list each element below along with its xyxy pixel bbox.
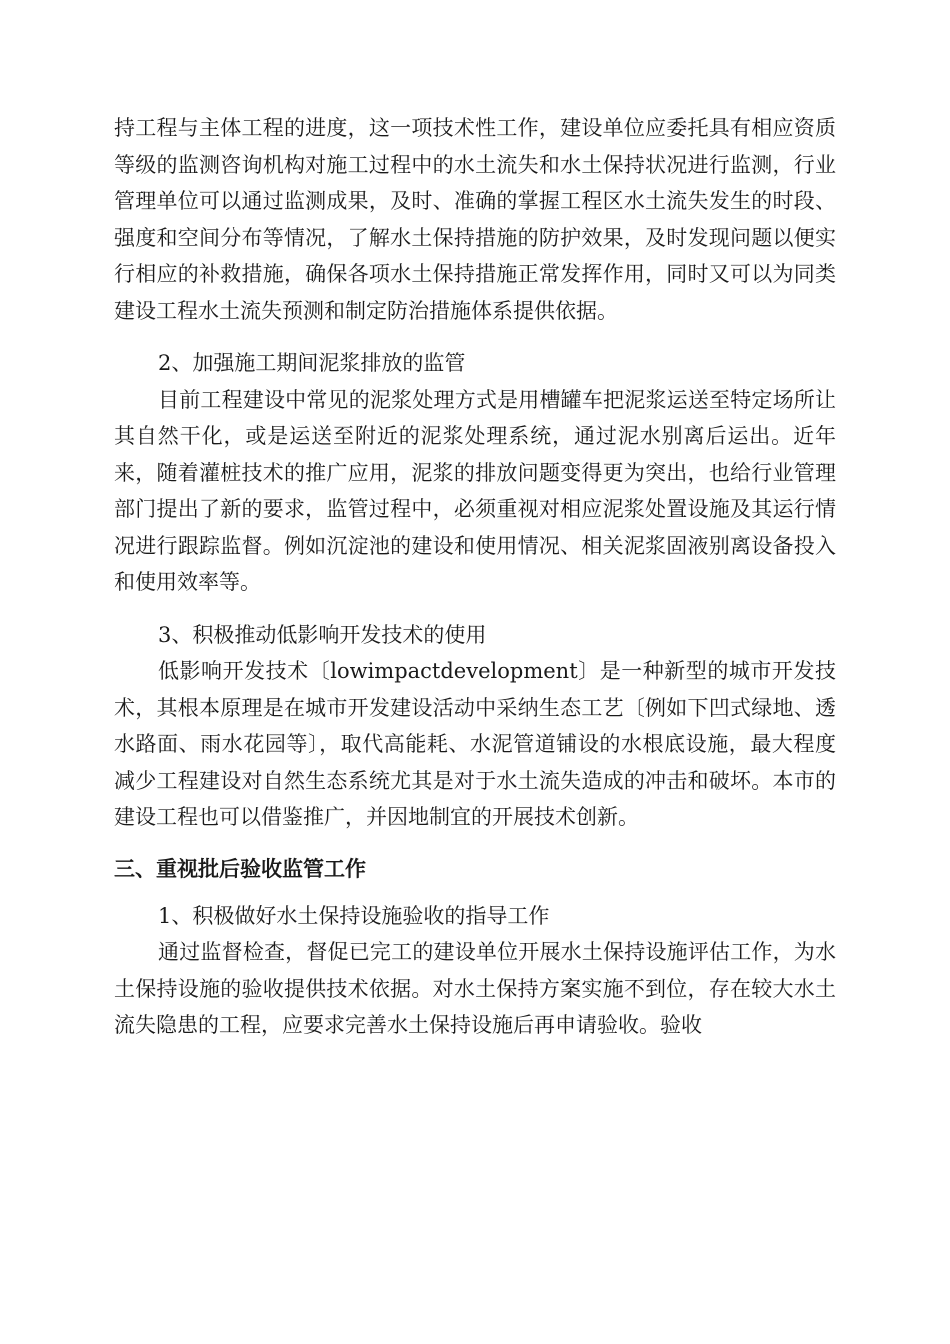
subheading-low-impact: 3、积极推动低影响开发技术的使用 [158,622,487,647]
subheading-mud-discharge: 2、加强施工期间泥浆排放的监管 [158,351,466,375]
paragraph-mud-discharge: 目前工程建设中常见的泥浆处理方式是用槽罐车把泥浆运送至特定场所让其自然干化，或是运送至附近的泥浆处理系统，通过泥水别离后运出。近年来，随着灌桩技术的推广应用，泥浆的排放问题变得更为突出，也给行业管理部门提出了新的要求，监管过程中，必须重视对相应泥浆处置设施及其运行情况进行跟踪监督。例如沉淀池的建设和使用情况、相关泥浆固液别离设备投入和使用效率等。 [114,387,836,594]
paragraph-acceptance: 通过监督检查，督促已完工的建设单位开展水土保持设施评估工作，为水土保持设施的验收提供技术依据。对水土保持方案实施不到位，存在较大水土流失隐患的工程，应要求完善水土保持设施后再申请验收。验收 [114,940,836,1037]
document-page [114,110,836,1044]
section-heading-acceptance: 三、重视批后验收监管工作 [114,856,366,881]
paragraph-monitoring: 持工程与主体工程的进度，这一项技术性工作，建设单位应委托具有相应资质等级的监测咨询机构对施工过程中的水土流失和水土保持状况进行监测，行业管理单位可以通过监测成果，及时、准确的掌握工程区水土流失发生的时段、强度和空间分布等情况，了解水土保持措施的防护效果，及时发现问题以便实行相应的补救措施，确保各项水土保持措施正常发挥作用，同时又可以为同类建设工程水土流失预测和制定防治措施体系提供依据。 [114,116,836,323]
paragraph-low-impact: 低影响开发技术〔lowimpactdevelopment〕是一种新型的城市开发技术，其根本原理是在城市开发建设活动中采纳生态工艺〔例如下凹式绿地、透水路面、雨水花园等〕，取代高能耗、水泥管道铺设的水根底设施，最大程度减少工程建设对自然生态系统尤其是对于水土流失造成的冲击和破坏。本市的建设工程也可以借鉴推广，并因地制宜的开展技术创新。 [114,659,836,829]
subheading-acceptance-guidance: 1、积极做好水土保持设施验收的指导工作 [158,903,550,928]
